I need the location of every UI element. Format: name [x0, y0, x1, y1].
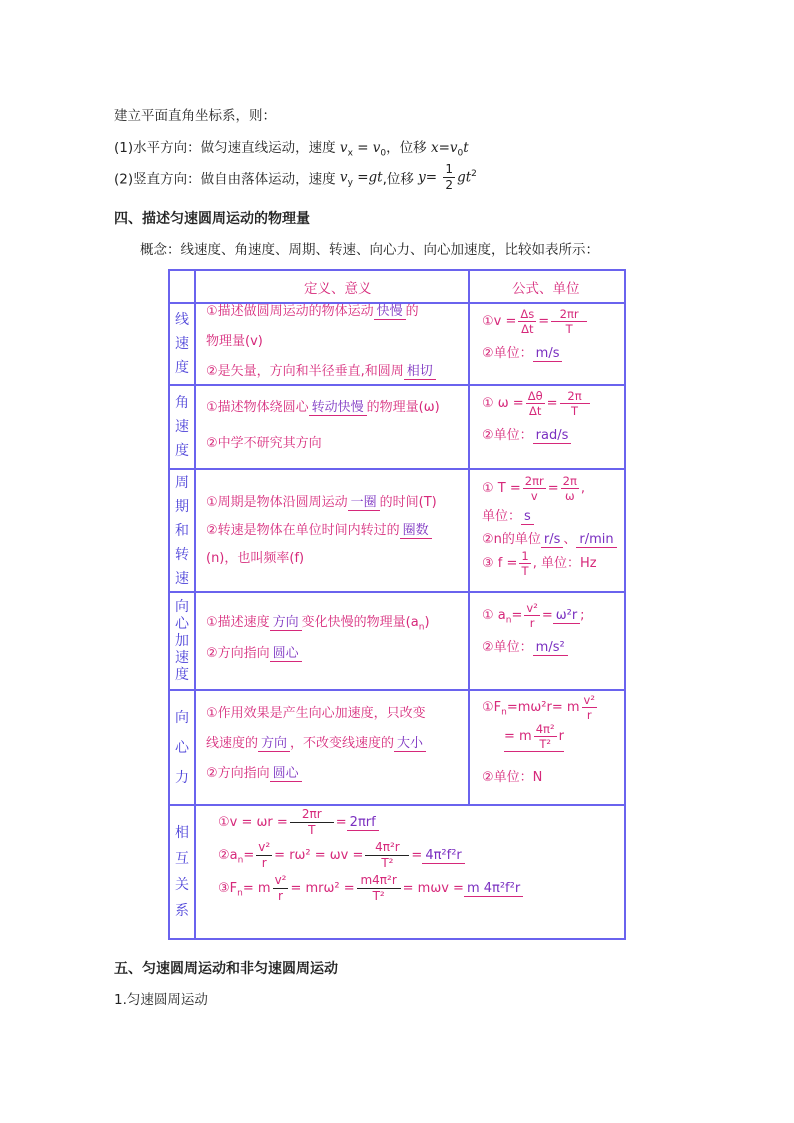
period-definition: ①周期是物体沿圆周运动 一圈 的时间(T) ②转速是物体在单位时间内转过的 圈数 (n)，也叫频率(f) [206, 495, 437, 566]
angular-velocity-formula: ① ω = $\frac{\Delta\theta}{\Delta t}$ = $\frac{2\pi}{T}$ ②单位： rad/s [482, 389, 627, 443]
row-label-relationships: 相 互 关 系 [175, 825, 189, 919]
centripetal-force-formula: $①F_n=m\omega^2r= m$ $\frac{\text{v²}}{r}$ = m $\frac{\text{4π²}}{\text{T²}}$ r ②单位：N [482, 693, 595, 785]
section-4-title: 四、描述匀速圆周运动的物理量 [114, 211, 310, 227]
linear-velocity-definition: ①描述做圆周运动的物体运动 快慢 的 物理量(v) ②是矢量，方向和半径垂直,和圆周 相切 [206, 297, 466, 387]
table-divider [170, 468, 624, 470]
header-definition: 定义、意义 [304, 281, 372, 297]
row-label-angular-velocity: 角 速 度 [175, 395, 189, 459]
centripetal-acceleration-formula: ① $a_n=$ $\frac{\text{v²}}{r}$ = ω²r ; ②单位： m/s² [482, 601, 585, 655]
angular-velocity-definition: ①描述物体绕圆心 转动快慢 的物理量(ω) ②中学不研究其方向 [206, 400, 440, 451]
table-divider [170, 804, 624, 806]
table-divider [468, 271, 470, 806]
intro-line-1: 建立平面直角坐标系，则： [114, 108, 276, 124]
table-divider [194, 271, 196, 938]
section-5-subheading: 1.匀速圆周运动 [114, 992, 208, 1008]
centripetal-acceleration-definition: ①描述速度 方向 变化快慢的物理量$(a_n)$ ②方向指向 圆心 [206, 615, 430, 661]
row-label-centripetal-acceleration: 向 心 加 速 度 [175, 598, 189, 683]
row-label-centripetal-force: 向 心 力 [175, 709, 189, 786]
table-divider [170, 591, 624, 593]
section-4-intro: 概念：线速度、角速度、周期、转速、向心力、向心加速度，比较如表所示： [140, 242, 599, 258]
intro-line-3: (2)竖直方向：做自由落体运动，速度 $v_y =gt$,位移 y= $\frac{1}{2}$ $gt^2$ [114, 162, 477, 192]
section-5-title: 五、匀速圆周运动和非匀速圆周运动 [114, 961, 338, 977]
linear-velocity-formula: ①v = $\frac{\Delta s}{\Delta t}$ = $\frac{2\pi r}{T}$ ②单位： m/s [482, 307, 627, 361]
table-divider [170, 689, 624, 691]
row-label-period: 周 期 和 转 速 [175, 474, 189, 587]
intro-line-2: (1)水平方向：做匀速直线运动，速度 $v_x = v_0$，位移 $x=v_0t$ [114, 140, 469, 159]
half-fraction: $\frac{1}{2}$ [445, 162, 454, 192]
comparison-table [168, 269, 626, 940]
period-formula: ① T = $\frac{2\pi r}{v}$ = $\frac{2\pi}{\omega}$ , 单位： s ②n的单位 r/s 、 r/min ③ f = $\frac{1}{T}$ , 单位：Hz [482, 474, 627, 578]
row-label-linear-velocity: 线 速 度 [175, 312, 189, 376]
relationships-formulas: ①v = ωr = $\frac{2\pi r}{T}$ = 2πrf $②a_n=$ $\frac{\text{v²}}{r}$ = rω² = ωv = $\frac{\text{4π²r}}{\text{T²}}$ = 4π²f²r $③F_n= m$ $\frac{\text{v²}}{r}$ = mrω² = $\frac{\text{m4π²r}}{\text{T²}}$ = mωv = m 4π²f²r [218, 807, 628, 904]
centripetal-force-definition: ①作用效果是产生向心加速度，只改变 线速度的 方向 ，不改变线速度的 大小 ②方向指向 圆心 [206, 706, 426, 781]
header-formula: 公式、单位 [512, 281, 580, 297]
